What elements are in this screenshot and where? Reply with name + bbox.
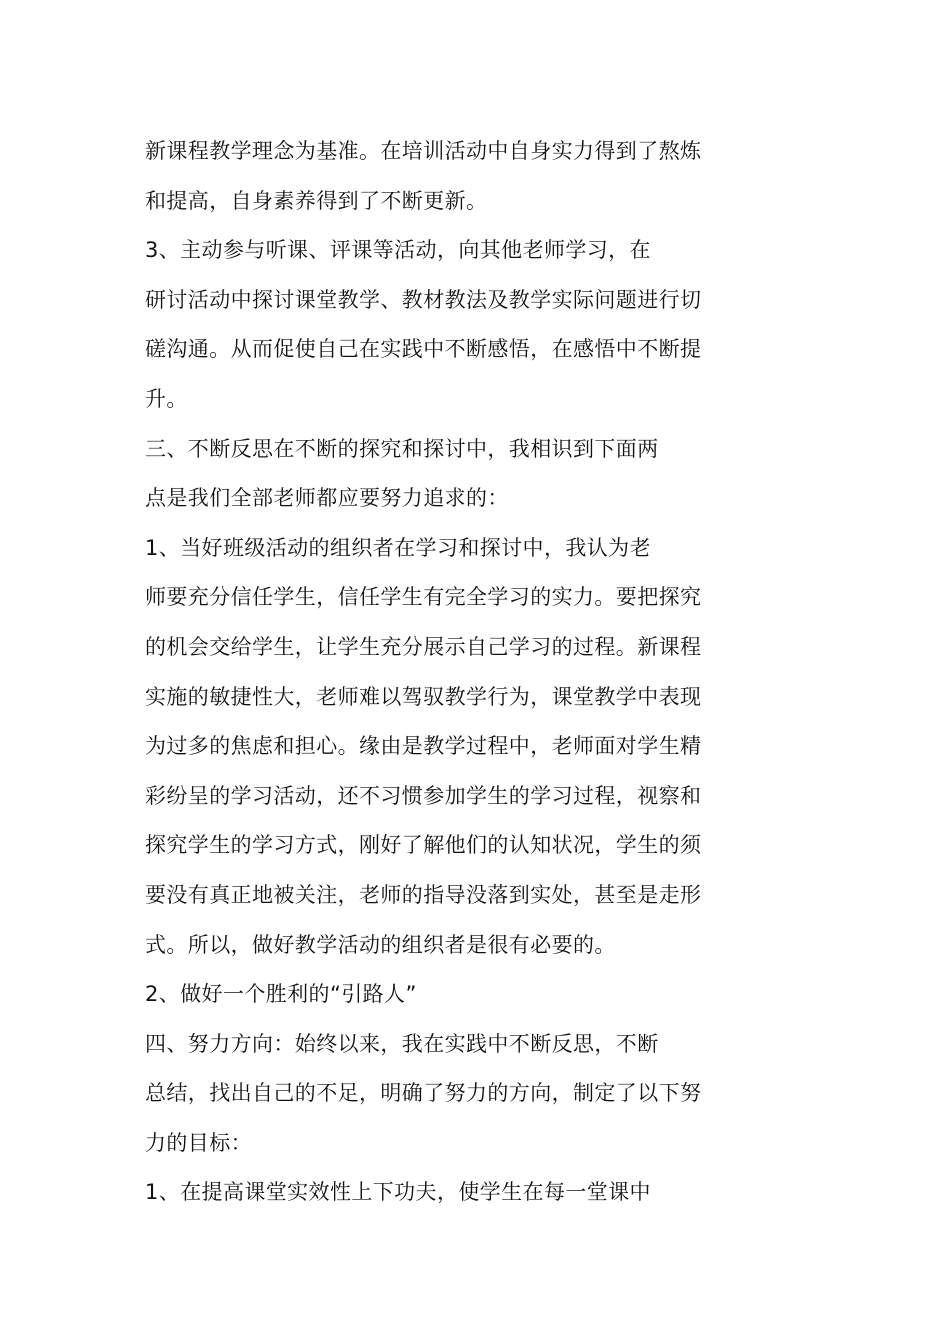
text-line: 2、做好一个胜利的“引路人” — [145, 982, 417, 1007]
text-line: 3、主动参与听课、评课等活动，向其他老师学习，在 — [145, 238, 651, 263]
text-line: 总结，找出自己的不足，明确了努力的方向，制定了以下努 — [145, 1081, 702, 1106]
text-line: 新课程教学理念为基准。在培训活动中自身实力得到了熬炼 — [145, 139, 702, 163]
text-line: 点是我们全部老师都应要努力追求的： — [145, 486, 509, 511]
text-line: 式。所以，做好教学活动的组织者是很有必要的。 — [145, 932, 616, 957]
text-line: 力的目标： — [145, 1130, 252, 1155]
text-line: 1、当好班级活动的组织者在学习和探讨中，我认为老 — [145, 535, 651, 560]
text-line: 升。 — [145, 386, 188, 411]
text-line: 磋沟通。从而促使自己在实践中不断感悟，在感悟中不断提 — [145, 337, 702, 362]
text-line: 1、在提高课堂实效性上下功夫，使学生在每一堂课中 — [145, 1180, 651, 1205]
text-line: 师要充分信任学生，信任学生有完全学习的实力。要把探究 — [145, 585, 702, 610]
text-line: 要没有真正地被关注，老师的指导没落到实处，甚至是走形 — [145, 882, 702, 907]
text-line: 的机会交给学生，让学生充分展示自己学习的过程。新课程 — [145, 634, 702, 659]
section-heading-line: 三、不断反思在不断的探究和探讨中，我相识到下面两 — [145, 436, 659, 461]
section-heading-line: 四、努力方向：始终以来，我在实践中不断反思，不断 — [145, 1031, 659, 1056]
text-line: 探究学生的学习方式，刚好了解他们的认知状况，学生的须 — [145, 833, 702, 858]
text-line: 为过多的焦虑和担心。缘由是教学过程中，老师面对学生精 — [145, 734, 702, 759]
document-body — [145, 127, 745, 1218]
text-line: 实施的敏捷性大，老师难以驾驭教学行为，课堂教学中表现 — [145, 684, 702, 709]
text-line: 研讨活动中探讨课堂教学、教材教法及教学实际问题进行切 — [145, 287, 702, 312]
text-line: 彩纷呈的学习活动，还不习惯参加学生的学习过程，视察和 — [145, 783, 702, 808]
text-line: 和提高，自身素养得到了不断更新。 — [145, 188, 488, 213]
